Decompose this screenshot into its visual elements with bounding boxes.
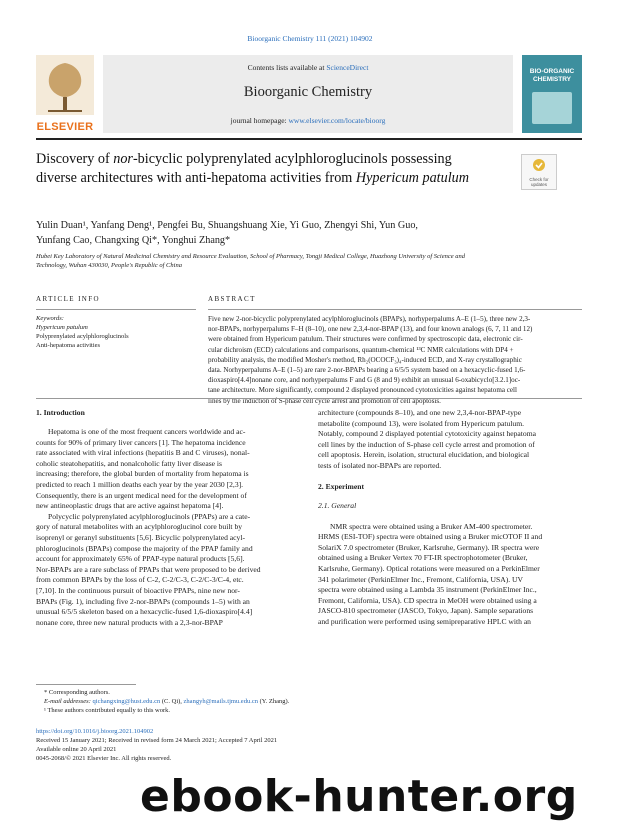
abstract bbox=[208, 295, 582, 406]
keywords-label: Keywords: bbox=[36, 315, 64, 322]
check-for-updates-badge[interactable] bbox=[521, 154, 557, 190]
abstract-line: probability analysis, the modified Mosher's method, Rh₂(OCOCF₃)₄-induced ECD, and X-ray crystallographic bbox=[208, 355, 522, 364]
general-heading: 2.1. General bbox=[318, 500, 357, 510]
article-info-heading: ARTICLE INFO bbox=[36, 295, 101, 303]
sciencedirect-link[interactable]: ScienceDirect bbox=[326, 63, 369, 72]
introduction-section bbox=[36, 408, 302, 628]
email-note: E-mail addresses: qichangxing@hust.edu.cn (C. Qi), zhangyh@mails.tjmu.edu.cn (Y. Zhang). bbox=[44, 698, 290, 705]
intro-continuation: architecture (compounds 8–10), and one new 2,3,4-nor-BPAP-type metabolite (compound 13), were isolated from Hypericum patulum. Notably, compound 2 displayed potential cytotoxicity against hepatoma cell lines by the induction of S-phase cell cycle arrest and promotion of cell apoptosis. Herein, isolation, structural elucidation, and biological tests of isolated nor-BPAPs are reported. bbox=[318, 408, 536, 470]
equal-contribution-note: ¹ These authors contributed equally to this work. bbox=[44, 707, 171, 714]
check-updates-label-2: updates bbox=[530, 182, 547, 187]
abstract-line: Five new 2-nor-bicyclic polyprenylated acylphloroglucinols (BPAPs), norhyperpalums A–E (1–5), three new 2,3- bbox=[208, 315, 531, 323]
available-online: Available online 20 April 2021 bbox=[36, 746, 117, 753]
doi-link[interactable]: https://doi.org/10.1016/j.bioorg.2021.104902 bbox=[36, 728, 154, 735]
journal-name: Bioorganic Chemistry bbox=[243, 84, 373, 100]
right-column bbox=[318, 408, 582, 628]
contents-line: Contents lists available at ScienceDirect bbox=[247, 63, 369, 72]
abstract-heading: ABSTRACT bbox=[208, 295, 256, 303]
header-rule bbox=[36, 138, 582, 140]
keyword-3: Anti-hepatoma activities bbox=[36, 342, 101, 349]
author-line-2: Yunfang Cao, Changxing Qi*, Yonghui Zhang* bbox=[36, 235, 231, 246]
abstract-line: data. Norhyperpalums A–E (1–5) are rare 2-nor-BPAPs bearing a 6/5/5 system based on a hexacyclic-fused 1,6- bbox=[208, 366, 526, 375]
received-dates: Received 15 January 2021; Received in revised form 24 March 2021; Accepted 7 April 2021 bbox=[36, 737, 278, 744]
copyright: 0045-2068/© 2021 Elsevier Inc. All rights reserved. bbox=[36, 755, 172, 762]
abstract-line: cular dichroism (ECD) calculations and comparisons, quantum-chemical ¹³C NMR calculations with DP4 + bbox=[208, 345, 514, 354]
author-line-1: Yulin Duan¹, Yanfang Deng¹, Pengfei Bu, Shuangshuang Xie, Yi Guo, Zhengyi Shi, Yun Guo, bbox=[36, 220, 418, 231]
doi-block bbox=[36, 727, 582, 763]
email-link-zhang[interactable]: zhangyh@mails.tjmu.edu.cn bbox=[183, 698, 258, 705]
introduction-text: Hepatoma is one of the most frequent cancers worldwide and ac- counts for 90% of primary liver cancers [1]. The hepatoma incidence rate associated with viral infections (hepatitis B and C viruses), nonal- coholic steatohepatitis, and nonalcoholic fatty liver disease is increasing; therefore, the global burden of mortality from hepatoma is predicted to reach 1 million deaths each year by the year 2030 [2,3]. Consequently, there is an urgent medical need for the development of new antineoplastic drugs that are active against hepatoma [4]. Polycyclic polyprenylated acylphloroglucinols (PPAPs) are a cate- gory of natural metabolites with an acylphloroglucinol core built by isoprenyl or geranyl substituents [5,6]. Bicyclic polyprenylated acyl- phloroglucinols (BPAPs) compose the majority of the PPAP family and account for approximately 65% of PPAP-type natural products [5,6]. Nor-BPAPs are a rare subclass of PPAPs that were proposed to be derived from common BPAPs by the loss of C-2, C-2/C-3, C-2/C-3/C-4, etc. [7,10]. In the continuous pursuit of bioactive PPAPs, nine new nor- BPAPs (Fig. 1), including five 2-nor-BPAPs (compounds 1–5) with an unusual 6/5/5 skeleton based on a hexacyclic-fused 1,6-dioxaspiro[4.4] nonane core, three new natural products with a 2,3-nor-BPAP bbox=[36, 427, 261, 627]
footnote-rule bbox=[36, 684, 136, 685]
keyword-2: Polyprenylated acylphloroglucinols bbox=[36, 333, 129, 340]
watermark: ebook-hunter.org bbox=[140, 771, 578, 822]
introduction-heading: 1. Introduction bbox=[36, 408, 85, 417]
abstract-line: tane architecture. More significantly, compound 2 displayed pronounced cytotoxicities against hepatoma cell bbox=[208, 386, 518, 395]
keyword-1: Hypericum patulum bbox=[36, 324, 88, 331]
abstract-line: were obtained from Hypericum patulum. Their structures were confirmed by spectroscopic data, electronic cir- bbox=[208, 335, 523, 344]
check-updates-icon bbox=[531, 158, 547, 172]
journal-cover bbox=[522, 55, 582, 133]
cover-image bbox=[532, 92, 572, 124]
general-text: NMR spectra were obtained using a Bruker AM-400 spectrometer. HRMS (ESI-TOF) spectra were obtained using a Bruker micOTOF II and SolariX 7.0 spectrometer (Bruker, Karlsruhe, Germany). IR spectra were obtained using a Bruker Vertex 70 FT-IR spectrophotometer (Bruker, Karlsruhe, Germany). Optical rotations were measured on a PerkinElmer 341 polarimeter (PerkinElmer Inc., Fremont, California, USA). UV spectra were obtained using a Lambda 35 instrument (PerkinElmer Inc., Fremont, California, USA). CD spectra in MeOH were obtained using a JASCO-810 spectrometer (JASCO, Tokyo, Japan). Sample separations and purification were performed using semipreparative HPLC with an bbox=[318, 521, 543, 626]
abstract-bottom-rule bbox=[36, 398, 582, 399]
cover-title-line1: BIO-ORGANIC bbox=[529, 68, 575, 75]
elsevier-logo bbox=[36, 55, 94, 133]
abstract-line: lines by the induction of S-phase cell cycle arrest and promotion of cell apoptosis. bbox=[208, 396, 441, 405]
journal-reference[interactable]: Bioorganic Chemistry 111 (2021) 104902 bbox=[247, 34, 373, 43]
publisher-name: ELSEVIER bbox=[36, 121, 94, 133]
article-info bbox=[36, 295, 196, 350]
cover-title-line2: CHEMISTRY bbox=[532, 76, 572, 83]
email-link-qi[interactable]: qichangxing@hust.edu.cn bbox=[92, 698, 161, 705]
author-list bbox=[36, 218, 582, 248]
article-title: Discovery of nor-bicyclic polyprenylated acylphloroglucinols possessing diverse architectures with anti-hepatoma activities from Hypericum patulum bbox=[36, 151, 469, 186]
homepage-line: journal homepage: www.elsevier.com/locate/bioorg bbox=[230, 116, 386, 125]
homepage-link[interactable]: www.elsevier.com/locate/bioorg bbox=[288, 116, 386, 125]
journal-banner bbox=[103, 55, 513, 133]
abstract-line: dioxaspiro[4.4]nonane core, and norhyperpalums F and G (8 and 9) exhibit an unusual 6-oxabicyclo[3.2.1]oc- bbox=[208, 376, 521, 385]
abstract-text bbox=[208, 314, 582, 406]
footnotes bbox=[44, 688, 564, 715]
check-updates-label-1: Check for bbox=[529, 177, 549, 182]
elsevier-tree-icon bbox=[36, 55, 94, 115]
experiment-heading: 2. Experiment bbox=[318, 481, 364, 491]
abstract-line: nor-BPAPs, norhyperpalums F–H (8–10), one new 2,3,4-nor-BPAP (13), and four known analogs (6, 7, 11 and 12) bbox=[208, 325, 533, 334]
affiliation: Hubei Key Laboratory of Natural Medicinal Chemistry and Resource Evaluation, School of Pharmacy, Tongji Medical College, Huazhong University of Science and Technology, Wuhan 430030, People's Republic of China bbox=[36, 253, 465, 269]
corresponding-note: * Corresponding authors. bbox=[44, 689, 110, 696]
